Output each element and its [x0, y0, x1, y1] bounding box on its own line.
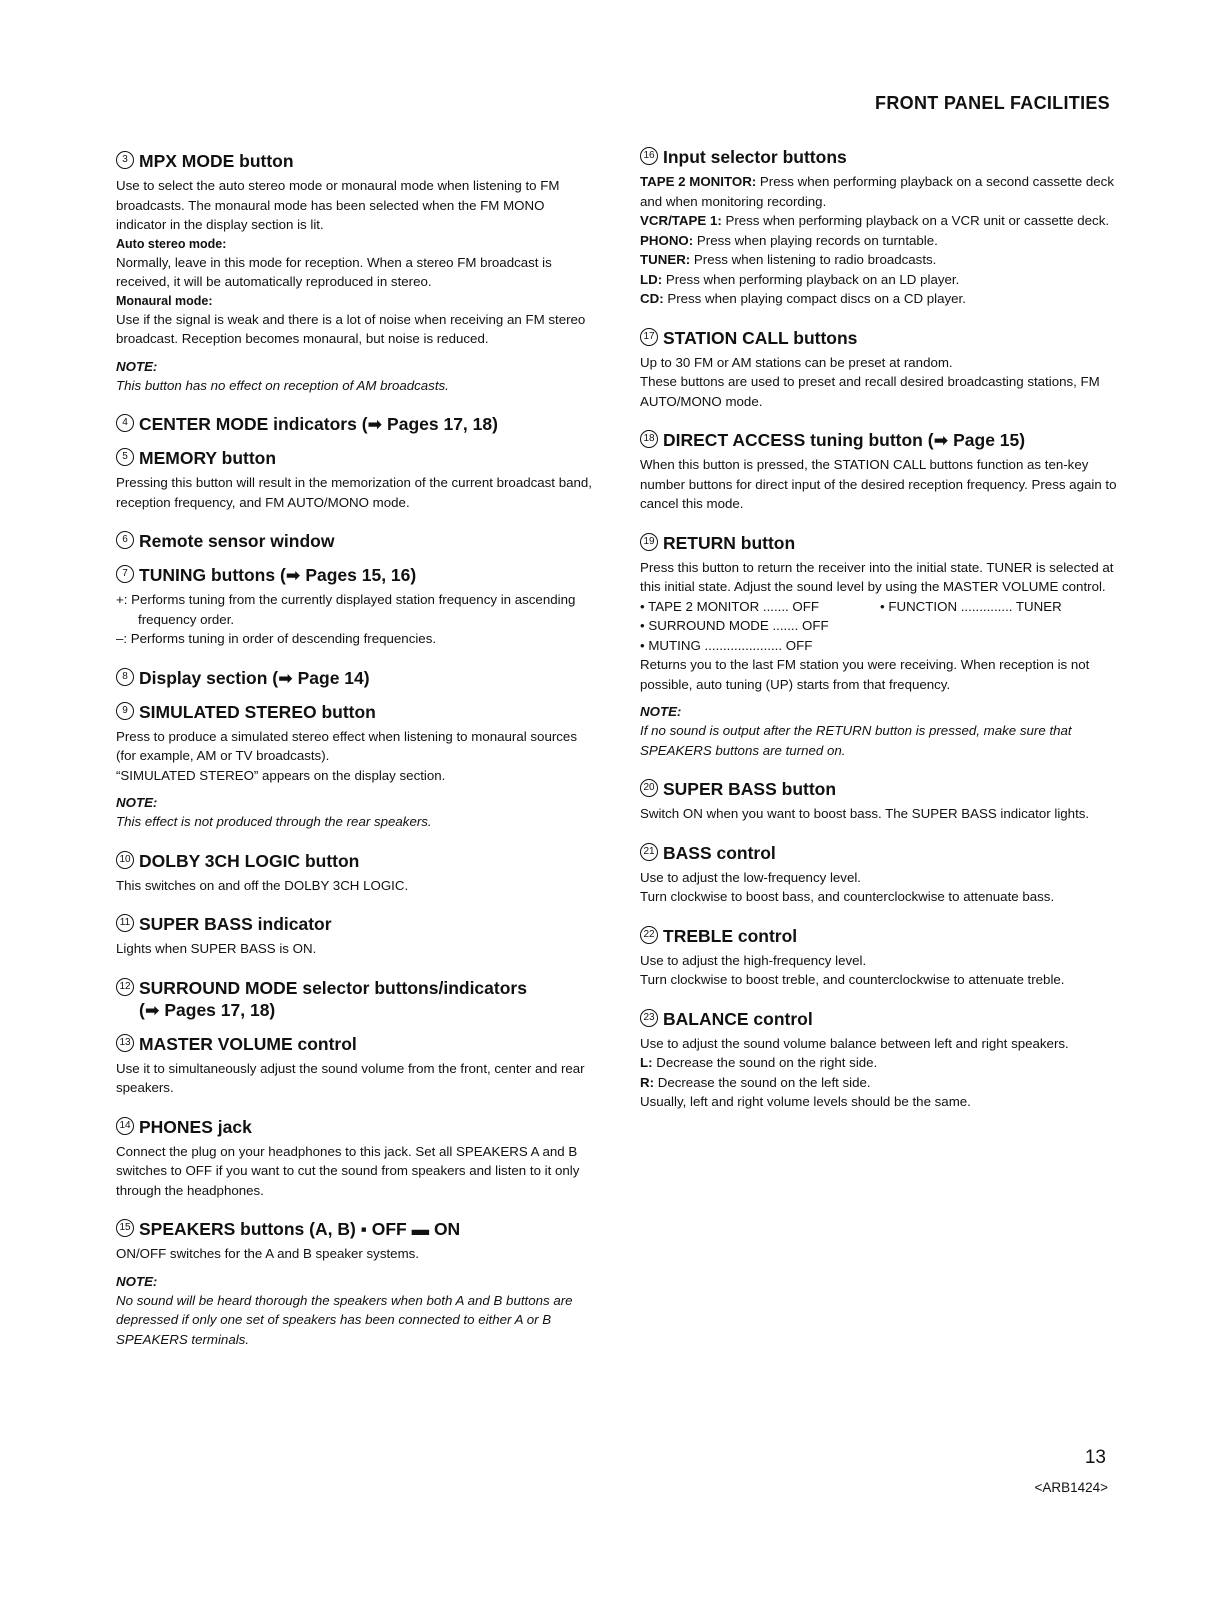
balance-key: R: — [640, 1074, 655, 1090]
input-key: PHONO: — [640, 232, 694, 248]
item-number: 3 — [116, 151, 134, 169]
section-super-bass-button — [640, 778, 1120, 824]
setting-muting: • MUTING ..................... OFF — [640, 637, 813, 653]
section-balance — [640, 1008, 1120, 1112]
note-label: NOTE: — [116, 795, 158, 810]
page-reference: (➡ Pages 17, 18) — [139, 999, 276, 1020]
section-body: Use to adjust the high-frequency level. — [640, 952, 867, 968]
setting-surround-mode: • SURROUND MODE ....... OFF — [640, 618, 829, 633]
section-heading — [116, 850, 596, 872]
settings-row — [640, 597, 1120, 617]
item-number: 18 — [640, 430, 658, 448]
section-heading — [640, 327, 1120, 349]
section-heading — [116, 701, 596, 723]
section-body: Up to 30 FM or AM stations can be preset at random. — [640, 354, 953, 370]
input-key: VCR/TAPE 1: — [640, 213, 722, 228]
section-direct-access — [640, 429, 1120, 514]
section-title: SUPER BASS button — [663, 779, 837, 799]
section-title: STATION CALL buttons — [663, 327, 858, 348]
section-heading — [116, 564, 596, 586]
item-number: 8 — [116, 668, 134, 686]
item-number: 14 — [116, 1117, 134, 1135]
section-body: Use if the signal is weak and there is a lot of noise when receiving an FM stereo broadcast. Reception becomes monaural, but noise is reduced. — [116, 311, 586, 346]
return-settings-list — [640, 597, 1120, 656]
section-body: Switch ON when you want to boost bass. The SUPER BASS indicator lights. — [640, 806, 1090, 821]
item-number: 13 — [116, 1034, 134, 1052]
section-body: Use to adjust the sound volume balance between left and right speakers. — [640, 1035, 1069, 1051]
section-title: SUPER BASS indicator — [139, 914, 332, 934]
section-display — [116, 667, 596, 689]
item-number: 7 — [116, 565, 134, 583]
page-reference: (➡ Page 14) — [272, 667, 370, 688]
section-heading — [640, 925, 1120, 947]
item-number: 21 — [640, 843, 658, 861]
section-body: Returns you to the last FM station you were receiving. When reception is not possible, auto tuning (UP) starts from that frequency. — [640, 657, 1090, 692]
section-return — [640, 532, 1120, 761]
section-body: Press this button to return the receiver into the initial state. TUNER is selected at this initial state. Adjust the sound level by using the MASTER VOLUME control. — [640, 559, 1114, 594]
note-text: No sound will be heard thorough the speakers when both A and B buttons are depressed if only one set of speakers has been connected to either A or B SPEAKERS terminals. — [116, 1292, 573, 1347]
item-number: 15 — [116, 1219, 134, 1237]
input-key: LD: — [640, 271, 663, 287]
section-body: Turn clockwise to boost treble, and counterclockwise to attenuate treble. — [640, 972, 1065, 987]
input-value: Press when performing playback on a second cassette deck and when monitoring recording. — [640, 174, 1114, 209]
section-body: This switches on and off the DOLBY 3CH LOGIC. — [116, 877, 409, 893]
section-treble — [640, 925, 1120, 990]
section-dolby — [116, 850, 596, 896]
section-heading — [640, 146, 1120, 168]
section-heading — [116, 150, 596, 172]
section-heading — [116, 1218, 596, 1240]
setting-function: • FUNCTION .............. TUNER — [880, 598, 1062, 614]
input-row — [640, 172, 1120, 211]
note-label: NOTE: — [116, 358, 158, 374]
input-row — [640, 250, 1120, 270]
section-phones — [116, 1116, 596, 1201]
section-speakers — [116, 1218, 596, 1349]
section-body: ON/OFF switches for the A and B speaker systems. — [116, 1246, 419, 1261]
section-heading — [640, 842, 1120, 864]
input-row — [640, 289, 1120, 309]
input-value: Press when performing playback on an LD player. — [662, 271, 960, 287]
section-title: CENTER MODE indicators — [139, 414, 357, 434]
section-title: PHONES jack — [139, 1116, 252, 1137]
balance-left — [640, 1053, 1120, 1073]
page-reference: (➡ Page 15) — [927, 430, 1026, 450]
section-heading — [640, 532, 1120, 554]
note-text: This effect is not produced through the rear speakers. — [116, 814, 432, 829]
setting-tape2-monitor: • TAPE 2 MONITOR ....... OFF — [640, 598, 820, 614]
balance-text: Decrease the sound on the right side. — [652, 1055, 878, 1070]
input-value: Press when listening to radio broadcasts. — [690, 252, 937, 267]
item-number: 5 — [116, 448, 134, 466]
section-title: SPEAKERS buttons (A, B) ▪ OFF ▬ ON — [139, 1219, 461, 1239]
section-title: MPX MODE button — [139, 151, 294, 171]
input-row — [640, 231, 1120, 251]
settings-row — [640, 616, 1120, 636]
section-body: Press to produce a simulated stereo effect when listening to monaural sources (for example, AM or TV broadcasts). — [116, 728, 577, 763]
item-number: 20 — [640, 779, 658, 797]
balance-text: Decrease the sound on the left side. — [654, 1074, 871, 1090]
balance-key: L: — [640, 1055, 653, 1070]
section-heading — [116, 530, 596, 552]
section-heading — [640, 778, 1120, 800]
section-surround-mode — [116, 977, 596, 1021]
section-body: When this button is pressed, the STATION CALL buttons function as ten-key number buttons for direct input of the desired reception frequency. Press again to cancel this mode. — [640, 457, 1117, 511]
section-title: BALANCE control — [663, 1008, 813, 1029]
section-simulated-stereo — [116, 701, 596, 832]
input-value: Press when playing compact discs on a CD player. — [663, 291, 966, 306]
section-bass — [640, 842, 1120, 907]
section-input-selector — [640, 146, 1120, 309]
section-heading — [116, 1116, 596, 1138]
section-title: DOLBY 3CH LOGIC button — [139, 850, 360, 871]
input-key: TUNER: — [640, 252, 691, 267]
section-title: TUNING buttons — [139, 565, 276, 585]
section-heading — [116, 447, 596, 469]
section-tuning — [116, 564, 596, 649]
section-body: Usually, left and right volume levels should be the same. — [640, 1094, 971, 1109]
section-body: Use to select the auto stereo mode or monaural mode when listening to FM broadcasts. The monaural mode has been selected when the FM MONO indicator in the display section is lit. — [116, 178, 560, 232]
section-heading — [116, 1033, 596, 1055]
item-number: 6 — [116, 531, 134, 549]
section-heading — [116, 913, 596, 935]
item-number: 22 — [640, 926, 658, 944]
section-heading — [640, 1008, 1120, 1030]
page-reference: (➡ Pages 17, 18) — [361, 414, 498, 434]
section-mpx-mode — [116, 150, 596, 395]
section-heading — [640, 429, 1120, 451]
subheading-monaural: Monaural mode: — [116, 293, 213, 308]
item-number: 19 — [640, 533, 658, 551]
section-heading — [116, 413, 596, 435]
section-body: Use it to simultaneously adjust the sound volume from the front, center and rear speakers. — [116, 1060, 585, 1095]
section-body: “SIMULATED STEREO” appears on the display section. — [116, 767, 446, 783]
subheading-auto-stereo: Auto stereo mode: — [116, 236, 227, 251]
section-center-mode — [116, 413, 596, 435]
balance-right — [640, 1073, 1120, 1093]
item-number: 11 — [116, 914, 134, 932]
page-reference: (➡ Pages 15, 16) — [279, 565, 417, 585]
section-body: These buttons are used to preset and recall desired broadcasting stations, FM AUTO/MONO mode. — [640, 374, 1100, 409]
section-body: Normally, leave in this mode for reception. When a stereo FM broadcast is received, it will be automatically reproduced in stereo. — [116, 254, 552, 289]
section-title: BASS control — [663, 842, 776, 863]
document-code: <ARB1424> — [1034, 1480, 1108, 1495]
item-number: 23 — [640, 1009, 658, 1027]
section-heading — [116, 977, 596, 1021]
note-label: NOTE: — [640, 704, 682, 719]
note-label: NOTE: — [116, 1273, 158, 1289]
section-master-volume — [116, 1033, 596, 1098]
section-title — [139, 977, 527, 1021]
item-number: 12 — [116, 978, 134, 996]
input-value: Press when playing records on turntable. — [693, 232, 938, 248]
input-value: Press when performing playback on a VCR unit or cassette deck. — [721, 213, 1110, 228]
section-body: Pressing this button will result in the memorization of the current broadcast band, reception frequency, and FM AUTO/MONO mode. — [116, 475, 592, 510]
note-text: This button has no effect on reception of AM broadcasts. — [116, 377, 449, 393]
section-body: Connect the plug on your headphones to this jack. Set all SPEAKERS A and B switches to OFF if you want to cut the sound from speakers and listen to it only through the headphones. — [116, 1143, 580, 1198]
section-title: MEMORY button — [139, 448, 277, 468]
page-number: 13 — [1084, 1447, 1106, 1468]
section-body: Turn clockwise to boost bass, and counterclockwise to attenuate bass. — [640, 889, 1055, 904]
page-header-title: FRONT PANEL FACILITIES — [875, 93, 1110, 113]
tuning-plus-text: +: Performs tuning from the currently displayed station frequency in ascending frequency order. — [116, 592, 576, 627]
section-title: DIRECT ACCESS tuning button — [663, 430, 923, 450]
note-text: If no sound is output after the RETURN button is pressed, make sure that SPEAKERS buttons are turned on. — [640, 723, 1072, 758]
section-body: Lights when SUPER BASS is ON. — [116, 941, 317, 956]
settings-row — [640, 636, 1120, 656]
section-title: Display section — [139, 667, 268, 688]
input-key: TAPE 2 MONITOR: — [640, 174, 757, 189]
section-heading — [116, 667, 596, 689]
section-title-text: SURROUND MODE selector buttons/indicators — [139, 977, 527, 998]
section-title: Input selector buttons — [663, 147, 847, 167]
tuning-minus-text: –: Performs tuning in order of descending frequencies. — [116, 631, 437, 646]
section-body: Use to adjust the low-frequency level. — [640, 869, 861, 885]
item-number: 10 — [116, 851, 134, 869]
input-key: CD: — [640, 291, 664, 306]
section-title: SIMULATED STEREO button — [139, 701, 376, 722]
section-station-call — [640, 327, 1120, 412]
input-row — [640, 211, 1120, 231]
item-number: 4 — [116, 414, 134, 432]
item-number: 16 — [640, 147, 658, 165]
item-number: 9 — [116, 702, 134, 720]
right-column — [640, 146, 1120, 1130]
input-row — [640, 270, 1120, 290]
section-super-bass-indicator — [116, 913, 596, 959]
item-number: 17 — [640, 328, 658, 346]
left-column — [116, 150, 596, 1367]
section-memory — [116, 447, 596, 512]
section-title: TREBLE control — [663, 925, 798, 946]
section-title: RETURN button — [663, 532, 796, 553]
section-title: Remote sensor window — [139, 531, 335, 551]
section-remote-sensor — [116, 530, 596, 552]
section-title: MASTER VOLUME control — [139, 1033, 357, 1054]
